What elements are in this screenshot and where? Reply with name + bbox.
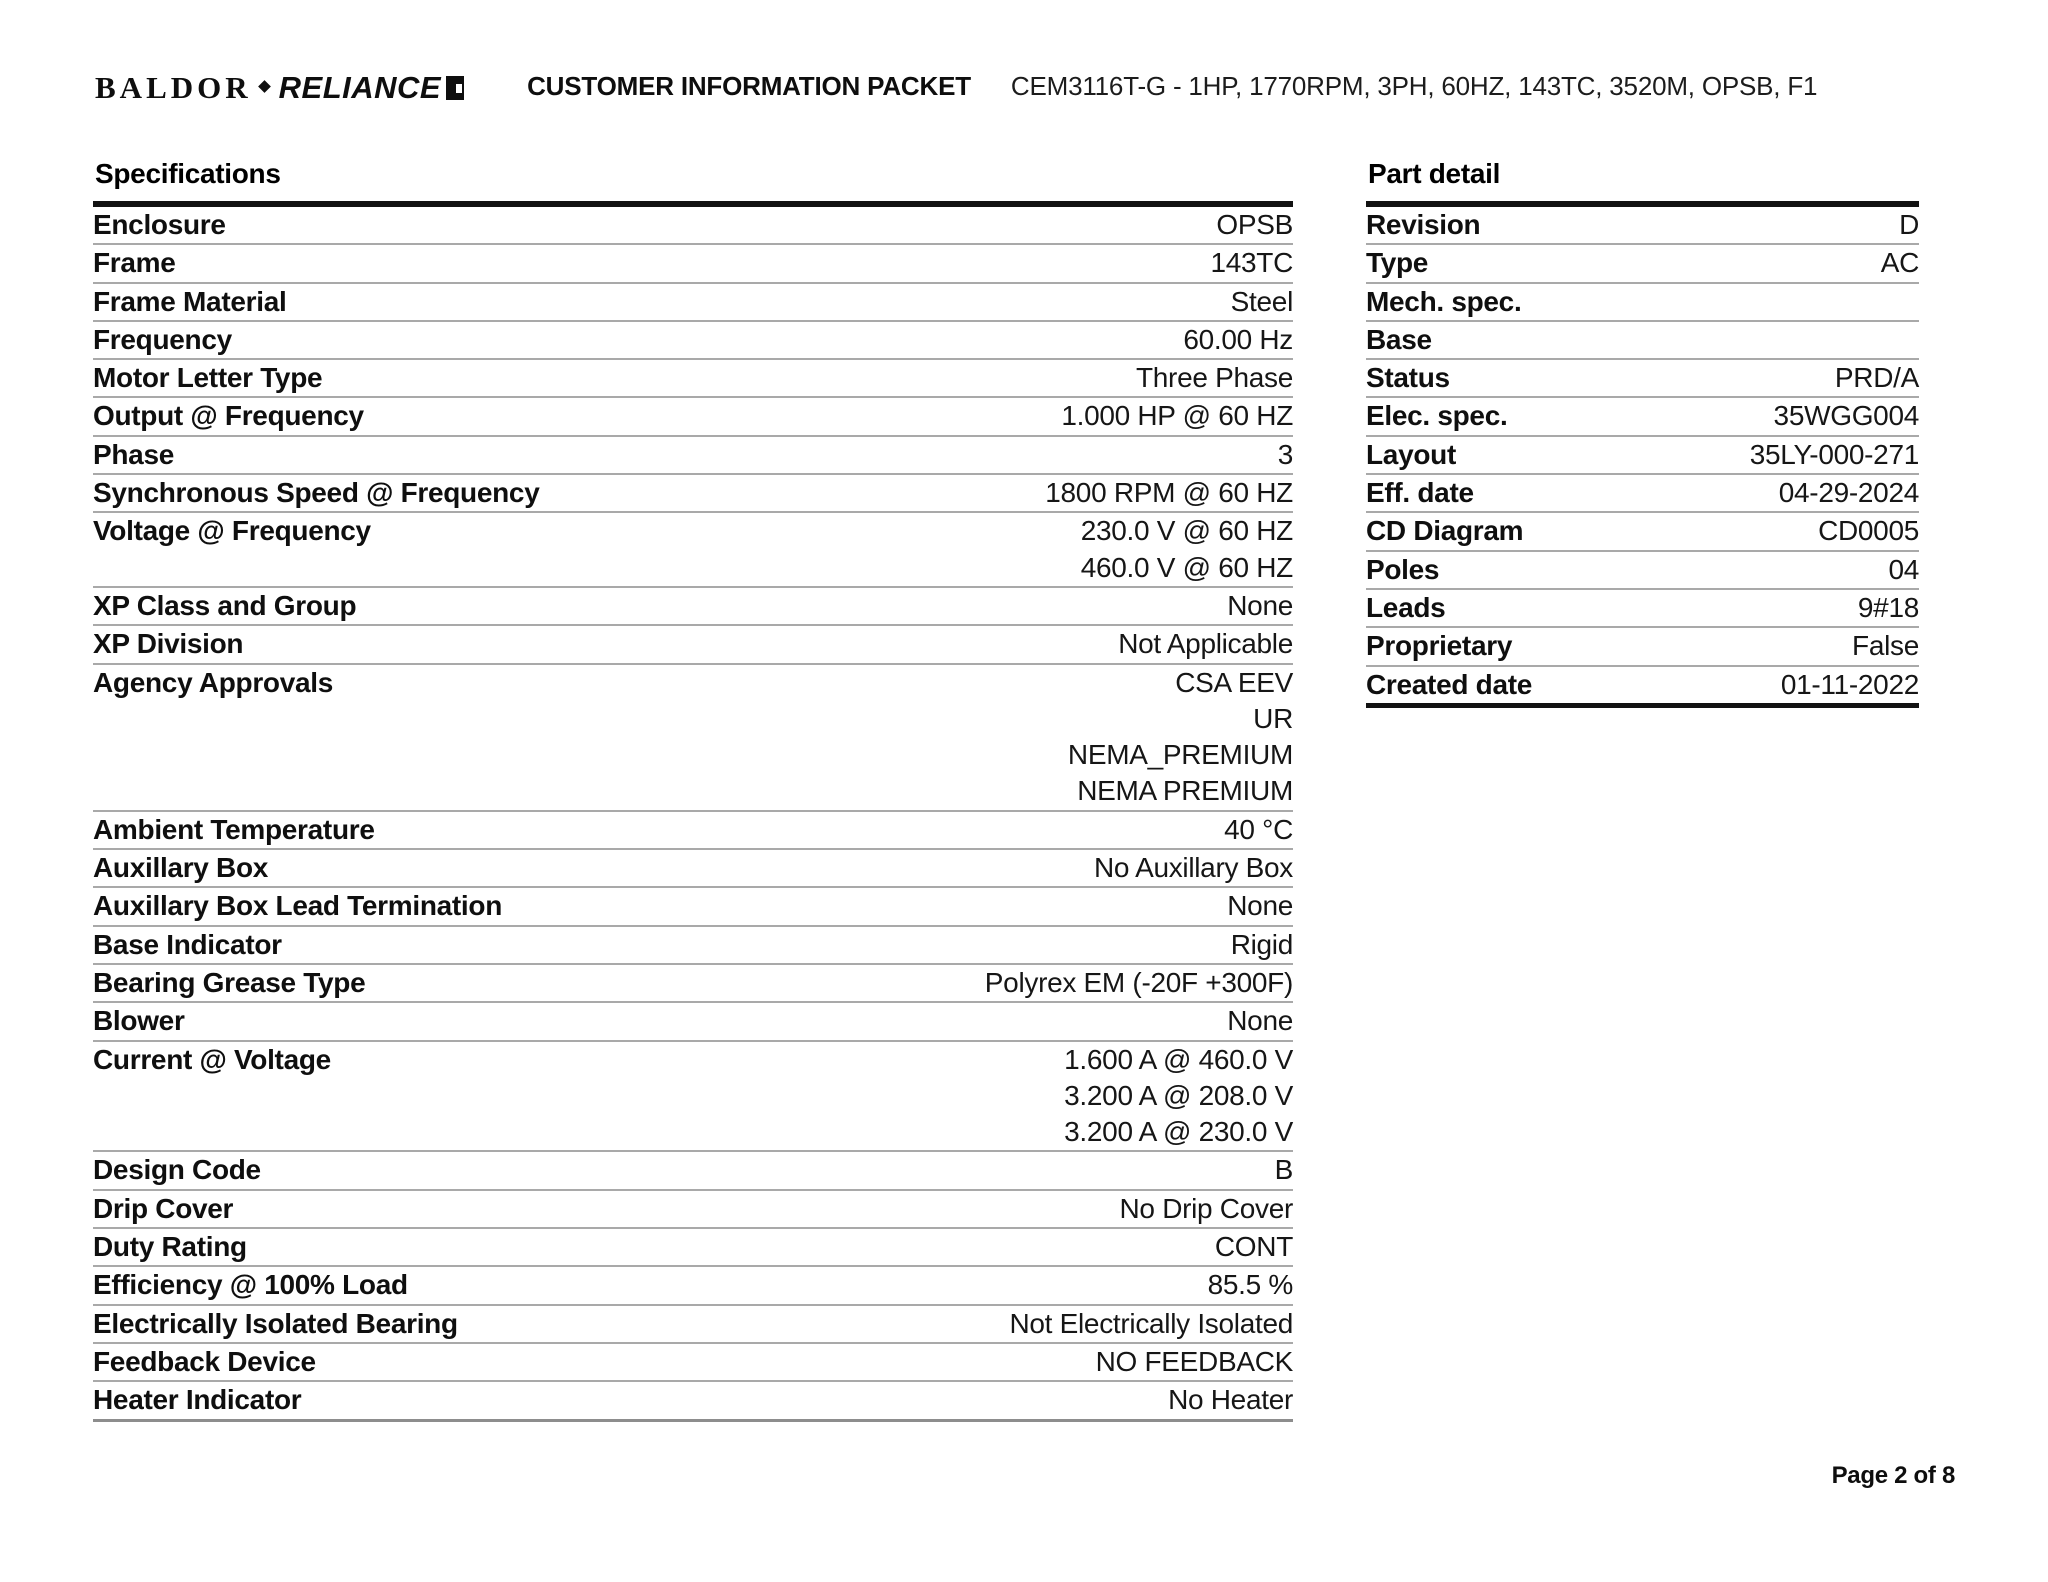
- part-label: Status: [1366, 362, 1450, 394]
- table-row: [93, 207, 1293, 245]
- spec-value: None: [1227, 1005, 1293, 1037]
- part-value: 04-29-2024: [1778, 477, 1919, 509]
- part-detail-heading: Part detail: [1368, 158, 1501, 189]
- part-label: Created date: [1366, 668, 1533, 700]
- table-row: [93, 513, 1293, 588]
- table-row: [1366, 207, 1919, 245]
- spec-label: Enclosure: [93, 209, 226, 240]
- part-label: Revision: [1366, 209, 1481, 240]
- spec-value: 85.5 %: [1207, 1269, 1293, 1301]
- document-title: CUSTOMER INFORMATION PACKET: [527, 71, 971, 101]
- part-label: CD Diagram: [1366, 515, 1524, 547]
- spec-label: Design Code: [93, 1154, 261, 1186]
- spec-value: 60.00 Hz: [1183, 323, 1293, 355]
- table-row: [93, 1191, 1293, 1229]
- spec-label: Auxillary Box: [93, 852, 269, 884]
- table-row: [1366, 475, 1919, 513]
- part-value: CD0005: [1818, 515, 1919, 547]
- part-value: 9#18: [1857, 591, 1919, 623]
- spec-value: 460.0 V @ 60 HZ: [1080, 551, 1293, 583]
- table-row: [93, 1152, 1293, 1190]
- spec-label: Frame: [93, 247, 176, 279]
- part-value: [1521, 284, 1919, 320]
- part-label: Eff. date: [1366, 477, 1474, 509]
- part-detail-table: [1366, 201, 1919, 708]
- page-header: [95, 70, 1955, 106]
- table-row: [93, 360, 1293, 398]
- table-row: [1366, 437, 1919, 475]
- table-row: [1366, 513, 1919, 551]
- spec-label: Efficiency @ 100% Load: [93, 1269, 408, 1301]
- table-row: [93, 398, 1293, 436]
- table-row: [93, 322, 1293, 360]
- part-value: D: [1899, 209, 1919, 240]
- table-row: [93, 927, 1293, 965]
- table-row: [93, 1306, 1293, 1344]
- table-row: [93, 1382, 1293, 1421]
- table-row: [1366, 398, 1919, 436]
- part-value: 35LY-000-271: [1749, 438, 1919, 470]
- table-row: [1366, 552, 1919, 590]
- spec-label: Auxillary Box Lead Termination: [93, 890, 503, 922]
- table-row: [1366, 245, 1919, 283]
- spec-label: Motor Letter Type: [93, 362, 323, 394]
- part-label: Poles: [1366, 553, 1440, 585]
- part-value: PRD/A: [1834, 362, 1919, 394]
- spec-value: Not Applicable: [1118, 628, 1293, 660]
- spec-value: Steel: [1230, 285, 1293, 317]
- table-row: [1366, 667, 1919, 708]
- spec-value: NEMA PREMIUM: [1077, 775, 1293, 807]
- part-label: Base: [1366, 323, 1432, 355]
- spec-value: 40 °C: [1224, 813, 1293, 845]
- spec-value: NO FEEDBACK: [1095, 1345, 1293, 1377]
- spec-label: Duty Rating: [93, 1231, 247, 1263]
- part-label: Elec. spec.: [1366, 400, 1508, 432]
- spec-value: Three Phase: [1135, 362, 1293, 394]
- spec-value: No Drip Cover: [1119, 1192, 1293, 1224]
- spec-value: UR: [1253, 702, 1293, 734]
- part-label: Proprietary: [1366, 630, 1513, 662]
- table-row: [1366, 628, 1919, 666]
- table-row: [93, 1344, 1293, 1382]
- spec-value: Rigid: [1230, 928, 1293, 960]
- part-value: 04: [1888, 553, 1919, 585]
- spec-label: Phase: [93, 438, 174, 470]
- spec-label: Ambient Temperature: [93, 813, 375, 845]
- spec-value: 1.600 A @ 460.0 V: [1064, 1043, 1293, 1075]
- spec-label: XP Division: [93, 628, 244, 660]
- spec-label: Bearing Grease Type: [93, 966, 366, 998]
- part-label: Layout: [1366, 438, 1456, 470]
- specifications-heading: Specifications: [95, 158, 281, 189]
- part-value: [1432, 322, 1919, 358]
- spec-label: Frame Material: [93, 285, 287, 317]
- page-number: Page 2 of 8: [1831, 1462, 1955, 1489]
- table-row: [93, 850, 1293, 888]
- spec-value: 143TC: [1210, 247, 1293, 279]
- logo-reliance-text: RELIANCE: [278, 70, 442, 105]
- spec-value: B: [1274, 1154, 1293, 1186]
- spec-label: Synchronous Speed @ Frequency: [93, 477, 540, 509]
- spec-value: 1.000 HP @ 60 HZ: [1061, 400, 1293, 432]
- spec-value: None: [1227, 890, 1293, 922]
- spec-value: No Auxillary Box: [1093, 852, 1293, 884]
- part-label: Leads: [1366, 591, 1446, 623]
- spec-value: None: [1227, 589, 1293, 621]
- table-row: [93, 437, 1293, 475]
- spec-label: Heater Indicator: [93, 1384, 302, 1416]
- spec-value: CONT: [1214, 1231, 1293, 1263]
- table-row: [1366, 360, 1919, 398]
- spec-label: Agency Approvals: [93, 666, 334, 698]
- spec-value: 230.0 V @ 60 HZ: [1080, 515, 1293, 547]
- spec-label: Feedback Device: [93, 1345, 316, 1377]
- spec-label: Voltage @ Frequency: [93, 515, 371, 547]
- spec-value: NEMA_PREMIUM: [1067, 739, 1293, 771]
- spec-label: Base Indicator: [93, 928, 282, 960]
- spec-value: OPSB: [1216, 209, 1293, 240]
- table-row: [93, 245, 1293, 283]
- table-row: [93, 965, 1293, 1003]
- product-description: CEM3116T-G - 1HP, 1770RPM, 3PH, 60HZ, 143TC, 3520M, OPSB, F1: [1010, 71, 1818, 101]
- spec-value: No Heater: [1168, 1384, 1293, 1416]
- table-row: [93, 626, 1293, 664]
- table-row: [93, 284, 1293, 322]
- table-row: [93, 588, 1293, 626]
- part-label: Type: [1366, 247, 1429, 279]
- part-label: Mech. spec.: [1366, 285, 1522, 317]
- spec-label: Electrically Isolated Bearing: [93, 1307, 458, 1339]
- spec-label: Frequency: [93, 323, 232, 355]
- logo-diamond-icon: [258, 80, 271, 93]
- spec-label: Output @ Frequency: [93, 400, 364, 432]
- baldor-reliance-logo: [95, 70, 464, 106]
- spec-label: Current @ Voltage: [93, 1043, 331, 1075]
- reliance-logo-mark-icon: [446, 76, 464, 100]
- spec-value: 3.200 A @ 230.0 V: [1064, 1116, 1293, 1148]
- part-value: AC: [1880, 247, 1919, 279]
- table-row: [93, 1003, 1293, 1041]
- table-row: [1366, 322, 1919, 360]
- table-row: [93, 812, 1293, 850]
- spec-label: XP Class and Group: [93, 589, 357, 621]
- table-row: [93, 1229, 1293, 1267]
- spec-value: 3.200 A @ 208.0 V: [1064, 1079, 1293, 1111]
- spec-value: CSA EEV: [1175, 666, 1293, 698]
- table-row: [1366, 284, 1919, 322]
- table-row: [93, 475, 1293, 513]
- spec-value: Polyrex EM (-20F +300F): [984, 966, 1293, 998]
- part-value: 01-11-2022: [1780, 668, 1919, 700]
- specifications-table: [93, 201, 1293, 1422]
- spec-value: Not Electrically Isolated: [1009, 1307, 1293, 1339]
- spec-label: Blower: [93, 1005, 185, 1037]
- table-row: [93, 665, 1293, 812]
- part-value: 35WGG004: [1773, 400, 1919, 432]
- table-row: [93, 1267, 1293, 1305]
- logo-baldor-text: BALDOR: [95, 70, 252, 105]
- table-row: [1366, 590, 1919, 628]
- part-value: False: [1852, 630, 1919, 662]
- spec-value: 3: [1277, 438, 1293, 470]
- table-row: [93, 1042, 1293, 1153]
- table-row: [93, 888, 1293, 926]
- spec-value: 1800 RPM @ 60 HZ: [1045, 477, 1293, 509]
- spec-label: Drip Cover: [93, 1192, 234, 1224]
